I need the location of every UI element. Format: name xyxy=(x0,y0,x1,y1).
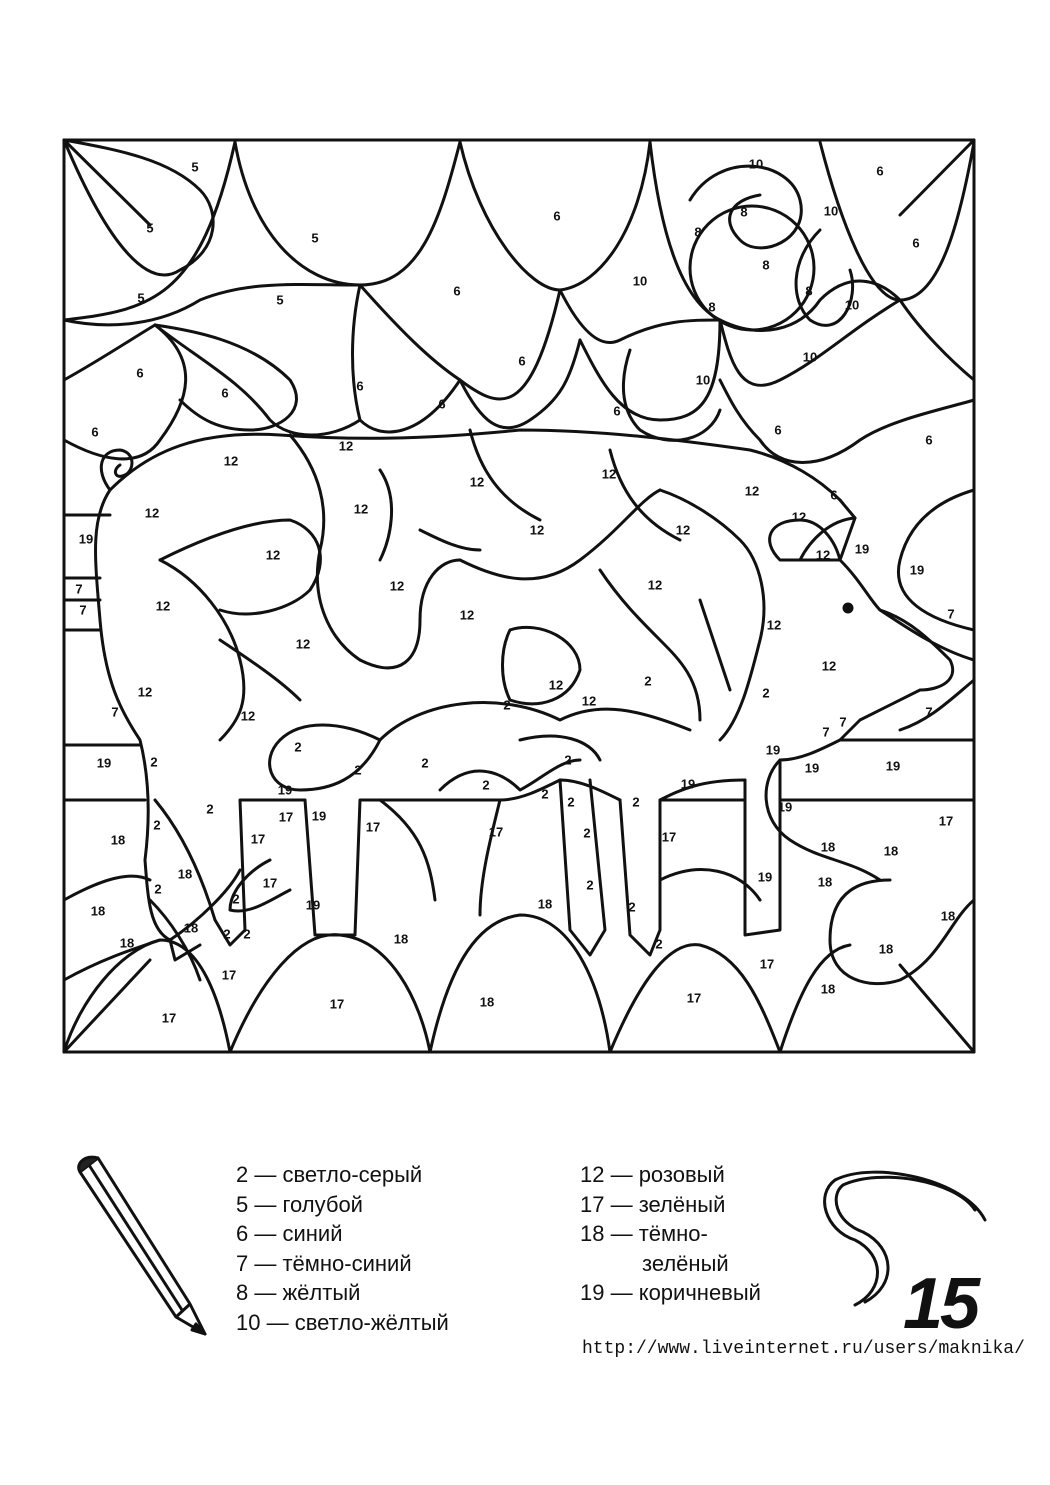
color-number: 10 xyxy=(802,349,818,365)
color-number: 5 xyxy=(276,292,284,308)
color-number: 6 xyxy=(912,235,920,251)
color-number: 12 xyxy=(265,547,281,563)
color-number: 19 xyxy=(854,541,870,557)
color-number: 17 xyxy=(278,809,294,825)
color-number: 17 xyxy=(262,875,278,891)
color-number: 2 xyxy=(586,877,594,893)
color-number: 6 xyxy=(553,208,561,224)
color-number: 2 xyxy=(232,891,240,907)
color-number: 2 xyxy=(421,755,429,771)
color-number: 12 xyxy=(240,708,256,724)
color-number: 6 xyxy=(438,396,446,412)
color-number: 2 xyxy=(503,697,511,713)
color-number: 17 xyxy=(221,967,237,983)
color-number: 12 xyxy=(529,522,545,538)
color-number: 10 xyxy=(632,273,648,289)
color-number: 17 xyxy=(250,831,266,847)
color-number: 5 xyxy=(311,230,319,246)
color-number: 12 xyxy=(144,505,160,521)
color-number: 12 xyxy=(353,501,369,517)
color-number: 12 xyxy=(548,677,564,693)
color-number: 2 xyxy=(354,762,362,778)
color-number: 18 xyxy=(878,941,894,957)
color-number: 2 xyxy=(644,673,652,689)
color-number: 17 xyxy=(365,819,381,835)
color-number: 17 xyxy=(759,956,775,972)
pencil-icon xyxy=(70,1152,210,1342)
color-number: 18 xyxy=(820,839,836,855)
color-number: 12 xyxy=(459,607,475,623)
color-number: 6 xyxy=(876,163,884,179)
color-number: 8 xyxy=(762,257,770,273)
legend-item: 10 — светло-жёлтый xyxy=(236,1309,449,1335)
color-number: 17 xyxy=(686,990,702,1006)
color-number: 7 xyxy=(75,581,83,597)
color-number: 7 xyxy=(925,704,933,720)
color-number: 12 xyxy=(223,453,239,469)
color-number: 18 xyxy=(817,874,833,890)
color-number: 19 xyxy=(909,562,925,578)
legend-item: 19 — коричневый xyxy=(580,1280,761,1305)
color-number: 18 xyxy=(883,843,899,859)
color-number: 12 xyxy=(137,684,153,700)
legend-item: 18 — тёмно- xyxy=(580,1221,708,1246)
color-number: 12 xyxy=(791,509,807,525)
color-number: 18 xyxy=(940,908,956,924)
color-number: 12 xyxy=(675,522,691,538)
color-number: 6 xyxy=(925,432,933,448)
color-number: 19 xyxy=(305,897,321,913)
legend-item: 5 — голубой xyxy=(236,1191,363,1217)
color-number: 5 xyxy=(191,159,199,175)
color-number: 7 xyxy=(111,704,119,720)
color-number: 12 xyxy=(601,466,617,482)
color-number: 19 xyxy=(885,758,901,774)
color-number: 18 xyxy=(177,866,193,882)
color-legend-right xyxy=(580,1160,761,1308)
color-number: 19 xyxy=(96,755,112,771)
color-number: 2 xyxy=(154,881,162,897)
color-number: 17 xyxy=(488,824,504,840)
color-number: 12 xyxy=(821,658,837,674)
color-number: 10 xyxy=(748,156,764,172)
color-number: 12 xyxy=(815,547,831,563)
color-number: 5 xyxy=(137,290,145,306)
color-number: 18 xyxy=(393,931,409,947)
color-number: 17 xyxy=(329,996,345,1012)
page-number: 15 xyxy=(903,1264,978,1344)
color-number: 6 xyxy=(453,283,461,299)
color-number: 8 xyxy=(805,283,813,299)
color-number: 18 xyxy=(537,896,553,912)
legend-item: 12 — розовый xyxy=(580,1162,725,1187)
color-number: 12 xyxy=(581,693,597,709)
legend-item: 2 — светло-серый xyxy=(236,1162,423,1187)
color-number: 7 xyxy=(822,724,830,740)
color-number: 17 xyxy=(161,1010,177,1026)
color-number: 8 xyxy=(740,204,748,220)
legend-item-continuation: зелёный xyxy=(642,1250,729,1276)
color-number: 12 xyxy=(766,617,782,633)
color-number: 2 xyxy=(482,777,490,793)
color-number: 10 xyxy=(844,297,860,313)
color-number: 19 xyxy=(765,742,781,758)
color-number: 10 xyxy=(823,203,839,219)
color-number: 2 xyxy=(153,817,161,833)
legend-item: 17 — зелёный xyxy=(580,1191,726,1217)
color-number: 2 xyxy=(583,825,591,841)
color-number: 18 xyxy=(820,981,836,997)
color-number: 5 xyxy=(146,220,154,236)
color-number: 6 xyxy=(774,422,782,438)
color-number: 10 xyxy=(695,372,711,388)
color-number: 18 xyxy=(479,994,495,1010)
color-number: 17 xyxy=(938,813,954,829)
color-number: 2 xyxy=(655,936,663,952)
color-number: 18 xyxy=(183,920,199,936)
color-number: 8 xyxy=(694,224,702,240)
legend-item: 6 — синий xyxy=(236,1221,343,1246)
color-number: 2 xyxy=(294,739,302,755)
color-number: 19 xyxy=(277,782,293,798)
color-number: 7 xyxy=(947,606,955,622)
color-number: 2 xyxy=(223,926,231,942)
color-number: 2 xyxy=(632,794,640,810)
color-number: 12 xyxy=(389,578,405,594)
color-number: 6 xyxy=(356,378,364,394)
color-number: 8 xyxy=(708,299,716,315)
legend-item: 8 — жёлтый xyxy=(236,1280,361,1305)
color-number: 12 xyxy=(469,474,485,490)
color-number: 6 xyxy=(221,385,229,401)
color-number: 18 xyxy=(119,935,135,951)
color-number: 2 xyxy=(567,794,575,810)
color-number: 19 xyxy=(78,531,94,547)
color-number: 2 xyxy=(541,786,549,802)
color-number: 6 xyxy=(518,353,526,369)
color-number: 12 xyxy=(744,483,760,499)
color-number: 12 xyxy=(295,636,311,652)
color-number: 19 xyxy=(680,776,696,792)
color-number: 2 xyxy=(243,926,251,942)
color-number: 6 xyxy=(613,403,621,419)
color-number: 2 xyxy=(762,685,770,701)
color-number: 2 xyxy=(206,801,214,817)
color-number: 17 xyxy=(661,829,677,845)
color-legend-left xyxy=(236,1160,449,1337)
color-number: 2 xyxy=(150,754,158,770)
color-number: 19 xyxy=(777,799,793,815)
color-number: 18 xyxy=(90,903,106,919)
source-url[interactable]: http://www.liveinternet.ru/users/maknika/ xyxy=(582,1339,1025,1359)
color-number: 6 xyxy=(136,365,144,381)
color-number: 12 xyxy=(338,438,354,454)
color-number: 2 xyxy=(564,752,572,768)
color-number: 2 xyxy=(628,899,636,915)
color-number: 12 xyxy=(647,577,663,593)
color-number: 6 xyxy=(91,424,99,440)
color-number: 12 xyxy=(155,598,171,614)
color-number: 19 xyxy=(757,869,773,885)
color-number: 18 xyxy=(110,832,126,848)
legend-item: 7 — тёмно-синий xyxy=(236,1250,412,1276)
color-number: 7 xyxy=(839,714,847,730)
color-number: 7 xyxy=(79,602,87,618)
color-number: 19 xyxy=(804,760,820,776)
color-number: 6 xyxy=(830,487,838,503)
color-number: 19 xyxy=(311,808,327,824)
